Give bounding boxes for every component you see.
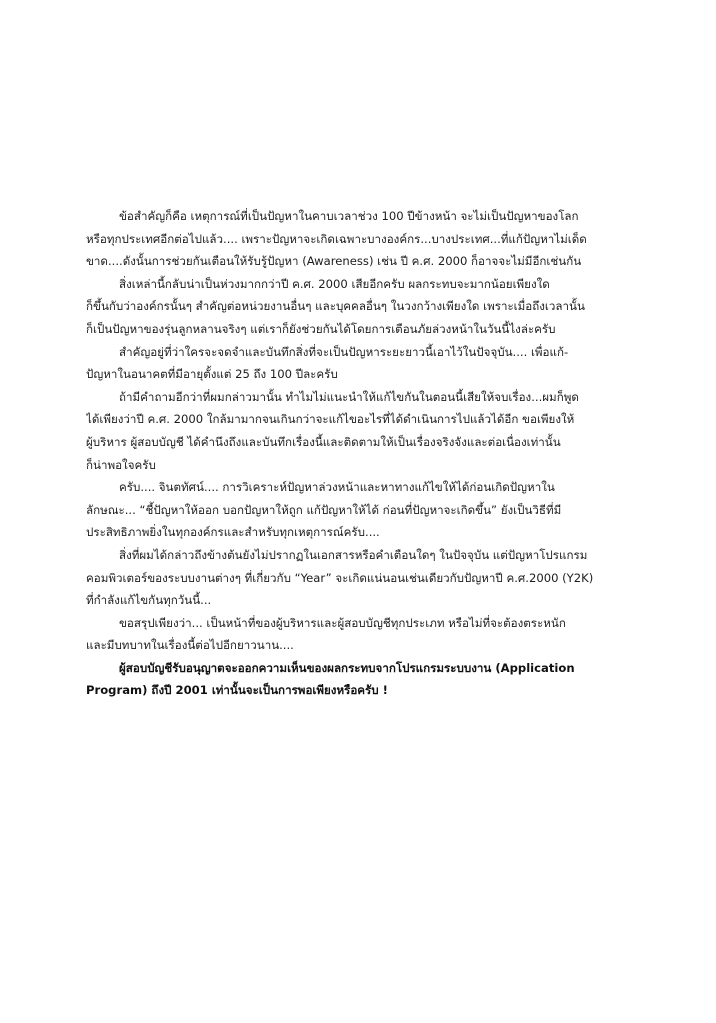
text-line: ก็น่าพอใจครับ [86,457,156,472]
paragraph-3 [86,341,650,386]
text-line: ขาด....ดังนั้นการช่วยกันเตือนให้รับรู้ปัญหา (Awareness) เช่น ปี ค.ศ. 2000 ก็อาจจะไม่มีอีกเช่นกัน [86,254,582,269]
paragraph-7 [86,612,650,657]
text-line: ลักษณะ... “ชี้ปัญหาให้ออก บอกปัญหาให้ถูก แก้ปัญหาให้ได้ ก่อนที่ปัญหาจะเกิดขึ้น” ยังเป็นวิธีที่มี [86,502,562,517]
text-line: ก็ขึ้นกับว่าองค์กรนั้นๆ สำคัญต่อหน่วยงานอื่นๆ และบุคคลอื่นๆ ในวงกว้างเพียงใด เพราะเมื่อถึงเวลานั้น [86,299,585,314]
closing-question [86,657,650,702]
text-line: สิ่งที่ผมได้กล่าวถึงข้างต้นยังไม่ปรากฏในเอกสารหรือคำเตือนใดๆ ในปัจจุบัน แต่ปัญหาโปรแกรม [119,547,588,562]
paragraph-5 [86,476,650,544]
paragraph-1 [86,205,650,273]
text-line: ได้เพียงว่าปี ค.ศ. 2000 ใกล้มามากจนเกินกว่าจะแก้ไขอะไรที่ได้ดำเนินการไปแล้วได้อีก ขอเพียงให้ [86,412,575,427]
text-line: ขอสรุปเพียงว่า... เป็นหน้าที่ของผู้บริหารและผู้สอบบัญชีทุกประเภท หรือไม่ที่จะต้องตระหนัก [119,615,566,630]
paragraph-4 [86,386,650,476]
text-line: คอมพิวเตอร์ของระบบงานต่างๆ ที่เกี่ยวกับ “Year” จะเกิดแน่นอนเช่นเดียวกับปัญหาปี ค.ศ.2000 (Y2K) [86,570,594,585]
paragraph-6 [86,544,650,612]
text-line: ประสิทธิภาพยิ่งในทุกองค์กรและสำหรับทุกเหตุการณ์ครับ.... [86,525,380,540]
text-line: ครับ.... จินตทัศน์.... การวิเคราะห์ปัญหาล่วงหน้าและหาทางแก้ไขให้ได้ก่อนเกิดปัญหาใน [119,480,555,495]
text-line: ผู้สอบบัญชีรับอนุญาตจะออกความเห็นของผลกระทบจากโปรแกรมระบบงาน (Application [119,660,575,675]
text-line: และมีบทบาทในเรื่องนี้ต่อไปอีกยาวนาน.... [86,638,294,653]
text-line: สำคัญอยู่ที่ว่าใครจะจดจำและบันทึกสิ่งที่จะเป็นปัญหาระยะยาวนี้เอาไว้ในปัจจุบัน.... เพื่อแก้- [119,344,569,359]
document-body [86,205,650,702]
text-line: Program) ถึงปี 2001 เท่านั้นจะเป็นการพอเพียงหรือครับ ! [86,683,388,698]
text-line: ผู้บริหาร ผู้สอบบัญชี ได้คำนึงถึงและบันทึกเรื่องนี้และติดตามให้เป็นเรื่องจริงจังและต่อเนื่องเท่านั้น [86,434,561,449]
paragraph-2 [86,273,650,341]
text-line: ปัญหาในอนาคตที่มีอายุตั้งแต่ 25 ถึง 100 ปีละครับ [86,367,338,382]
text-line: ข้อสำคัญก็คือ เหตุการณ์ที่เป็นปัญหาในคาบเวลาช่วง 100 ปีข้างหน้า จะไม่เป็นปัญหาของโลก [119,209,579,223]
text-line: ถ้ามีคำถามอีกว่าที่ผมกล่าวมานั้น ทำไมไม่แนะนำให้แก้ไขกันในตอนนี้เสียให้จบเรื่อง...ผมก็พูด [119,389,579,404]
text-line: หรือทุกประเทศอีกต่อไปแล้ว.... เพราะปัญหาจะเกิดเฉพาะบางองค์กร...บางประเทศ...ที่แก้ปัญหาไม่เด็ด [86,231,587,246]
text-line: ที่กำลังแก้ไขกันทุกวันนี้... [86,593,212,608]
text-line: สิ่งเหล่านี้กลับน่าเป็นห่วงมากกว่าปี ค.ศ. 2000 เสียอีกครับ ผลกระทบจะมากน้อยเพียงใด [119,276,550,291]
text-line: ก็เป็นปัญหาของรุ่นลูกหลานจริงๆ แต่เราก็ยังช่วยกันได้โดยการเตือนภัยล่วงหน้าในวันนี้ไงล่ะครับ [86,321,556,336]
